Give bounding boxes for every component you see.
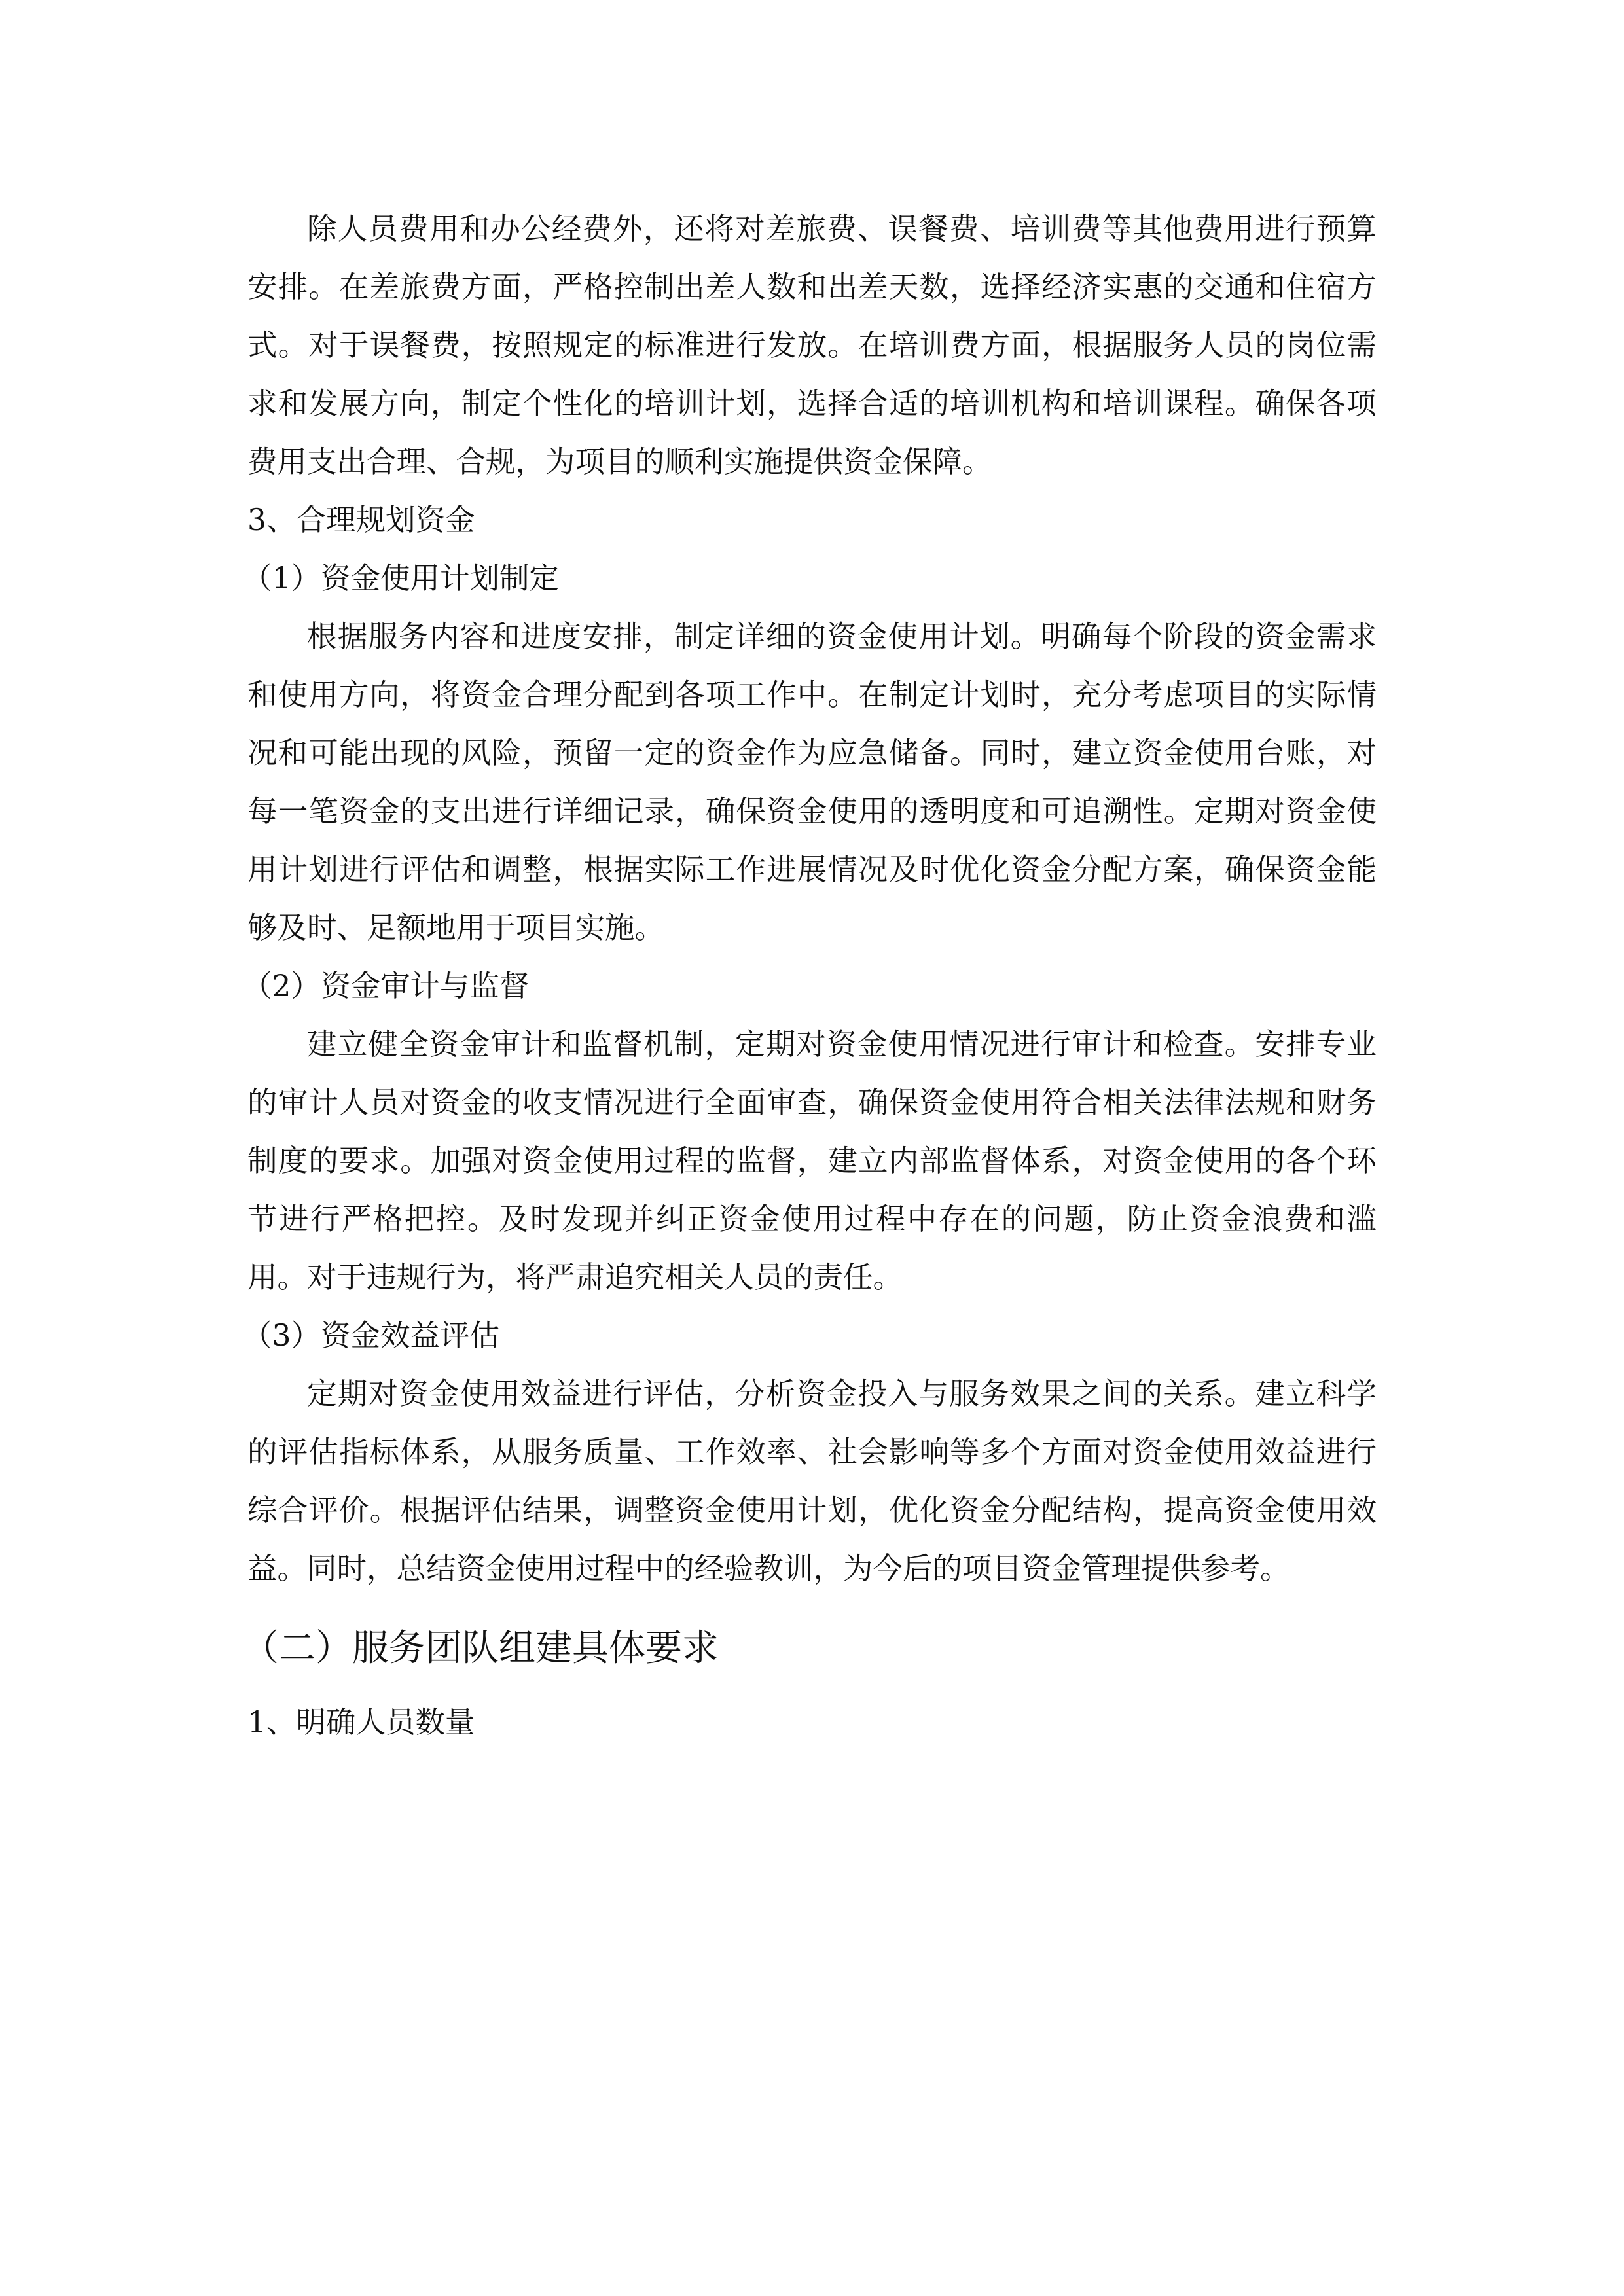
paragraph-other-expenses: 除人员费用和办公经费外，还将对差旅费、误餐费、培训费等其他费用进行预算安排。在差旅费方面，严格控制出差人数和出差天数，选择经济实惠的交通和住宿方式。对于误餐费，按照规定的标准进行发放。在培训费方面，根据服务人员的岗位需求和发展方向，制定个性化的培训计划，选择合适的培训机构和培训课程。确保各项费用支出合理、合规，为项目的顺利实施提供资金保障。 (247, 211, 1377, 479)
subheading-fund-benefit: （3）资金效益评估 (242, 1318, 499, 1353)
subheading-fund-usage-plan: （1）资金使用计划制定 (242, 561, 559, 596)
paragraph-fund-usage-plan: 根据服务内容和进度安排，制定详细的资金使用计划。明确每个阶段的资金需求和使用方向，将资金合理分配到各项工作中。在制定计划时，充分考虑项目的实际情况和可能出现的风险，预留一定的资金作为应急储备。同时，建立资金使用台账，对每一笔资金的支出进行详细记录，确保资金使用的透明度和可追溯性。定期对资金使用计划进行评估和调整，根据实际工作进展情况及时优化资金分配方案，确保资金能够及时、足额地用于项目实施。 (247, 619, 1377, 945)
heading-staff-count: 1、明确人员数量 (247, 1705, 475, 1740)
document-body (242, 200, 1377, 1751)
paragraph-fund-audit: 建立健全资金审计和监督机制，定期对资金使用情况进行审计和检查。安排专业的审计人员对资金的收支情况进行全面审查，确保资金使用符合相关法律法规和财务制度的要求。加强对资金使用过程的监督，建立内部监督体系，对资金使用的各个环节进行严格把控。及时发现并纠正资金使用过程中存在的问题，防止资金浪费和滥用。对于违规行为，将严肃追究相关人员的责任。 (247, 1027, 1377, 1295)
heading-plan-funds: 3、合理规划资金 (247, 503, 475, 537)
section-title-team-requirements: （二）服务团队组建具体要求 (242, 1627, 719, 1670)
paragraph-fund-benefit: 定期对资金使用效益进行评估，分析资金投入与服务效果之间的关系。建立科学的评估指标体系，从服务质量、工作效率、社会影响等多个方面对资金使用效益进行综合评价。根据评估结果，调整资金使用计划，优化资金分配结构，提高资金使用效益。同时，总结资金使用过程中的经验教训，为今后的项目资金管理提供参考。 (247, 1376, 1377, 1586)
subheading-fund-audit: （2）资金审计与监督 (242, 969, 530, 1003)
